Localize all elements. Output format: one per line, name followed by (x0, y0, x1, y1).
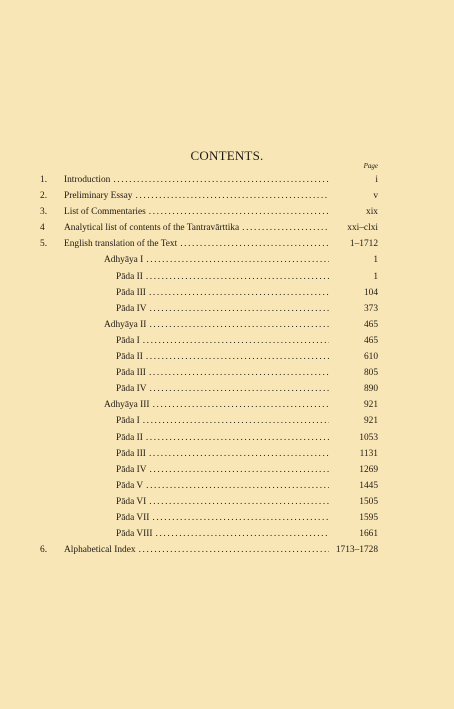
table-of-contents (0, 172, 454, 558)
dot-leader (146, 430, 329, 446)
toc-entry-leader-group (64, 204, 329, 220)
toc-entry-leader-group (116, 333, 329, 349)
toc-entry-page: 373 (363, 303, 378, 314)
dot-leader (149, 494, 329, 510)
toc-entry (0, 252, 454, 268)
toc-entry (0, 301, 454, 317)
toc-entry-leader-group (116, 365, 329, 381)
toc-entry-label: Pāda I (116, 335, 140, 346)
toc-entry-number: 1. (40, 175, 48, 185)
toc-entry-leader-group (116, 430, 329, 446)
toc-entry-label: Pāda II (116, 352, 143, 363)
dot-leader (153, 397, 329, 413)
toc-entry (0, 381, 454, 397)
toc-entry-label: Pāda II (116, 432, 143, 443)
dot-leader (149, 204, 329, 220)
toc-entry-page: 1445 (359, 480, 378, 491)
toc-entry-page: v (373, 191, 378, 202)
dot-leader (146, 269, 329, 285)
toc-entry-label: Adhyāya I (104, 255, 144, 266)
dot-leader (180, 236, 329, 252)
toc-entry (0, 220, 454, 236)
toc-entry-leader-group (104, 397, 329, 413)
toc-entry-leader-group (116, 349, 329, 365)
toc-entry-page: 1131 (359, 448, 378, 459)
page-title: CONTENTS. (190, 148, 264, 163)
toc-entry-leader-group (116, 285, 329, 301)
toc-entry (0, 365, 454, 381)
toc-entry (0, 269, 454, 285)
toc-entry-page: 1661 (359, 529, 378, 540)
toc-entry-leader-group (116, 462, 329, 478)
toc-entry (0, 236, 454, 252)
toc-entry (0, 494, 454, 510)
toc-entry (0, 413, 454, 429)
dot-leader (242, 220, 329, 236)
toc-entry-label: Adhyāya II (104, 319, 147, 330)
toc-entry-page: 1 (373, 271, 378, 282)
toc-entry (0, 542, 454, 558)
dot-leader (149, 446, 329, 462)
toc-entry-page: 1595 (359, 512, 378, 523)
toc-entry-page: 104 (363, 287, 378, 298)
toc-entry-leader-group (64, 220, 329, 236)
toc-entry-page: 465 (363, 335, 378, 346)
dot-leader (156, 526, 329, 542)
toc-entry-leader-group (116, 413, 329, 429)
toc-entry-leader-group (64, 172, 329, 188)
toc-entry-label: Pāda III (116, 287, 146, 298)
toc-entry-page: 1269 (359, 464, 378, 475)
dot-leader (149, 285, 329, 301)
toc-entry-leader-group (116, 510, 329, 526)
dot-leader (113, 172, 329, 188)
toc-entry-leader-group (104, 252, 329, 268)
dot-leader (143, 333, 329, 349)
toc-entry-label: List of Commentaries (64, 207, 146, 218)
dot-leader (146, 349, 329, 365)
toc-entry (0, 446, 454, 462)
toc-entry-label: Pāda I (116, 416, 140, 427)
dot-leader (149, 381, 329, 397)
dot-leader (149, 365, 329, 381)
toc-entry-number: 5. (40, 239, 48, 250)
page-column-label: Page (363, 162, 378, 170)
toc-entry-page: 465 (363, 319, 378, 330)
toc-entry-leader-group (116, 446, 329, 462)
toc-entry-leader-group (116, 381, 329, 397)
toc-entry-label: Pāda IV (116, 464, 147, 475)
toc-entry-label: Pāda III (116, 448, 146, 459)
toc-entry (0, 478, 454, 494)
toc-entry-label: Pāda VII (116, 512, 150, 523)
toc-entry-leader-group (116, 478, 329, 494)
toc-entry (0, 333, 454, 349)
toc-entry-page: 1 (373, 255, 378, 266)
toc-entry-page: 921 (363, 416, 378, 427)
dot-leader (146, 478, 329, 494)
toc-entry-leader-group (116, 494, 329, 510)
toc-entry-page: 610 (363, 352, 378, 363)
toc-entry-label: Introduction (64, 175, 111, 185)
dot-leader (146, 252, 329, 268)
toc-entry-label: Pāda III (116, 368, 146, 379)
dot-leader (152, 510, 329, 526)
dot-leader (135, 188, 329, 204)
toc-entry-page: 1053 (359, 432, 378, 443)
toc-entry (0, 172, 454, 188)
toc-entry (0, 204, 454, 220)
toc-entry-number: 6. (40, 545, 48, 556)
dot-leader (143, 413, 329, 429)
toc-entry (0, 285, 454, 301)
toc-entry (0, 510, 454, 526)
toc-entry-number: 4 (40, 223, 45, 234)
dot-leader (139, 542, 329, 558)
dot-leader (149, 462, 329, 478)
toc-entry-label: Pāda VI (116, 496, 147, 507)
toc-entry-leader-group (64, 542, 329, 558)
toc-entry-label: Pāda II (116, 271, 143, 282)
toc-entry (0, 526, 454, 542)
toc-entry-page: 890 (363, 384, 378, 395)
toc-entry-leader-group (64, 188, 329, 204)
toc-entry (0, 317, 454, 333)
toc-entry-leader-group (116, 301, 329, 317)
toc-entry-page: 1–1712 (349, 239, 378, 250)
toc-entry-label: Alphabetical Index (64, 545, 136, 556)
toc-entry-page: i (375, 175, 378, 185)
dot-leader (149, 317, 329, 333)
toc-entry-label: Analytical list of contents of the Tantravārttika (64, 223, 240, 234)
toc-entry (0, 430, 454, 446)
toc-entry-label: Pāda VIII (116, 529, 153, 540)
toc-entry-leader-group (104, 317, 329, 333)
toc-entry-leader-group (64, 236, 329, 252)
toc-entry-label: Pāda V (116, 480, 144, 491)
toc-entry-label: Preliminary Essay (64, 191, 133, 202)
toc-entry-page: 805 (363, 368, 378, 379)
toc-entry (0, 397, 454, 413)
toc-entry (0, 188, 454, 204)
toc-entry-label: Pāda IV (116, 303, 147, 314)
toc-entry-page: 1713–1728 (335, 545, 378, 556)
toc-entry-page: 1505 (359, 496, 378, 507)
toc-entry-label: English translation of the Text (64, 239, 178, 250)
toc-entry-page: 921 (363, 400, 378, 411)
toc-entry-number: 2. (40, 191, 48, 202)
toc-entry-label: Pāda IV (116, 384, 147, 395)
toc-entry-number: 3. (40, 207, 48, 218)
toc-entry (0, 349, 454, 365)
toc-entry-page: xix (366, 207, 378, 218)
toc-entry-leader-group (116, 526, 329, 542)
toc-entry-leader-group (116, 269, 329, 285)
dot-leader (149, 301, 329, 317)
toc-entry-page: xxi–clxi (347, 223, 378, 234)
toc-entry (0, 462, 454, 478)
toc-entry-label: Adhyāya III (104, 400, 150, 411)
